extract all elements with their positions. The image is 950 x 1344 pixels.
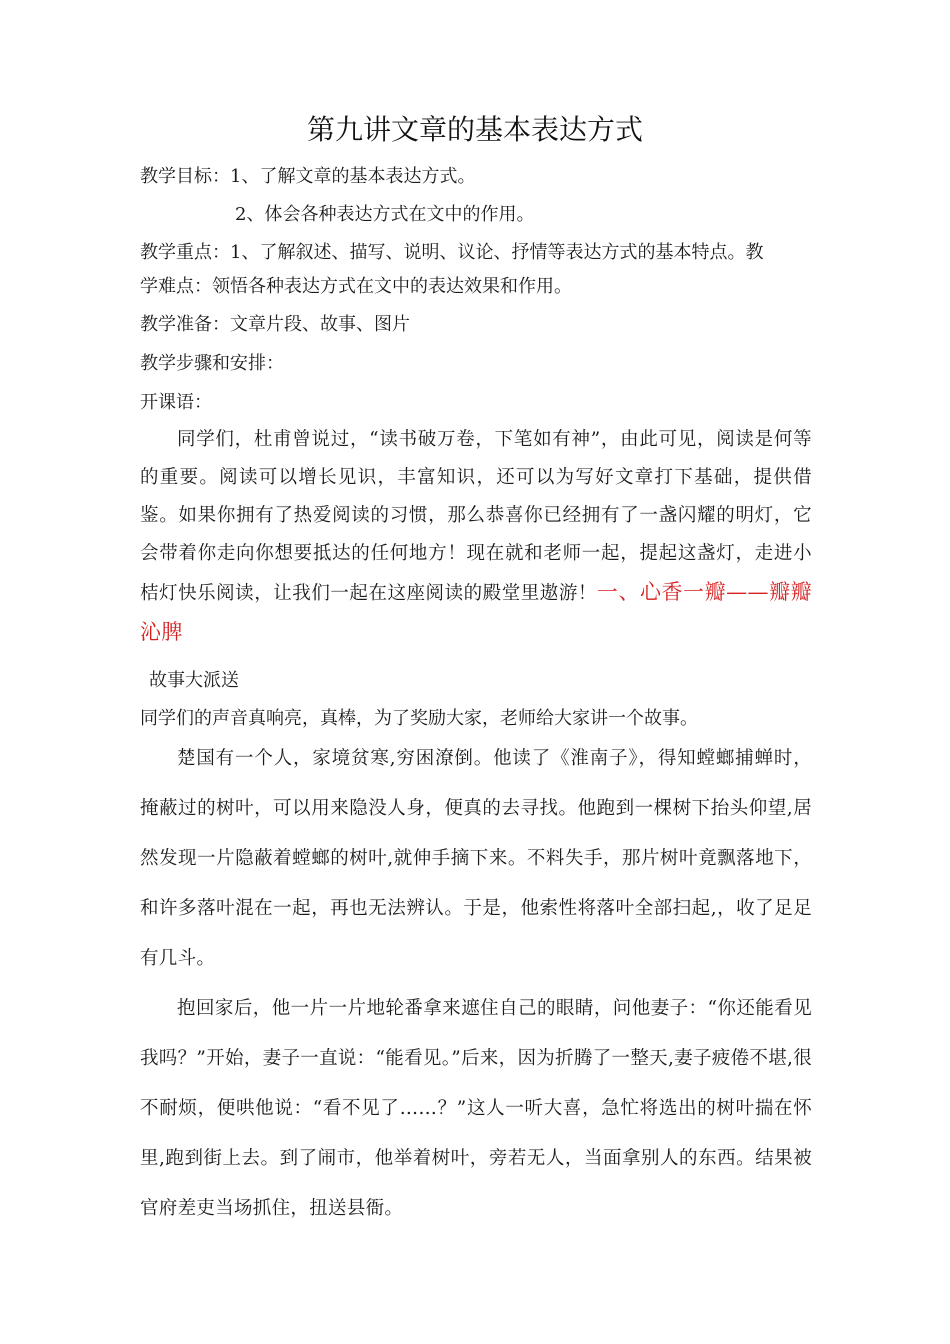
opening-text: 同学们，杜甫曾说过，“读书破万卷，下笔如有神”，由此可见，阅读是何等的重要。阅读可以增长见识，丰富知识，还可以为写好文章打下基础，提供借鉴。如果你拥有了热爱阅读的习惯，那么恭喜你已经拥有了一盏闪耀的明灯，它会带着你走向你想要抵达的任何地方！现在就和老师一起，提起这盏灯，走进小桔灯快乐阅读，让我们一起在这座阅读的殿堂里遨游！ <box>140 429 812 604</box>
story-label: 故事大派送 <box>149 670 239 691</box>
opening-paragraph <box>140 421 812 653</box>
teaching-focus-line-1: 教学重点：1、了解叙述、描写、说明、议论、抒情等表达方式的基本特点。教 <box>140 242 764 263</box>
teaching-preparation: 教学准备：文章片段、故事、图片 <box>140 314 410 335</box>
story-paragraph-2: 抱回家后，他一片一片地轮番拿来遮住自己的眼睛，问他妻子：“你还能看见我吗？”开始，妻子一直说：“能看见。”后来，因为折腾了一整天,妻子疲倦不堪,很不耐烦，便哄他说：“看不见了……？”这人一听大喜，急忙将选出的树叶揣在怀里,跑到街上去。到了闹市，他举着树叶，旁若无人，当面拿别人的东西。结果被官府差吏当场抓住，扭送县衙。 <box>140 998 812 1219</box>
teaching-goal-1: 教学目标：1、了解文章的基本表达方式。 <box>140 166 476 187</box>
opening-label: 开课语： <box>140 392 212 413</box>
story-paragraph-1: 楚国有一个人，家境贫寒,穷困潦倒。他读了《淮南子》，得知螳螂捕蝉时，掩蔽过的树叶，可以用来隐没人身，便真的去寻找。他跑到一棵树下抬头仰望,居然发现一片隐蔽着螳螂的树叶,就伸手摘下来。不料失手，那片树叶竟飘落地下，和许多落叶混在一起，再也无法辨认。于是，他索性将落叶全部扫起,，收了足足有几斗。 <box>140 748 812 969</box>
praise-line: 同学们的声音真响亮，真棒，为了奖励大家，老师给大家讲一个故事。 <box>140 708 698 729</box>
section-heading: 一、心香一瓣——瓣瓣沁脾 <box>140 580 813 644</box>
teaching-steps: 教学步骤和安排： <box>140 353 284 374</box>
document-title: 第九讲文章的基本表达方式 <box>306 113 643 146</box>
teaching-goal-2: 2、体会各种表达方式在文中的作用。 <box>235 204 535 225</box>
teaching-focus-line-2: 学难点：领悟各种表达方式在文中的表达效果和作用。 <box>140 276 572 297</box>
